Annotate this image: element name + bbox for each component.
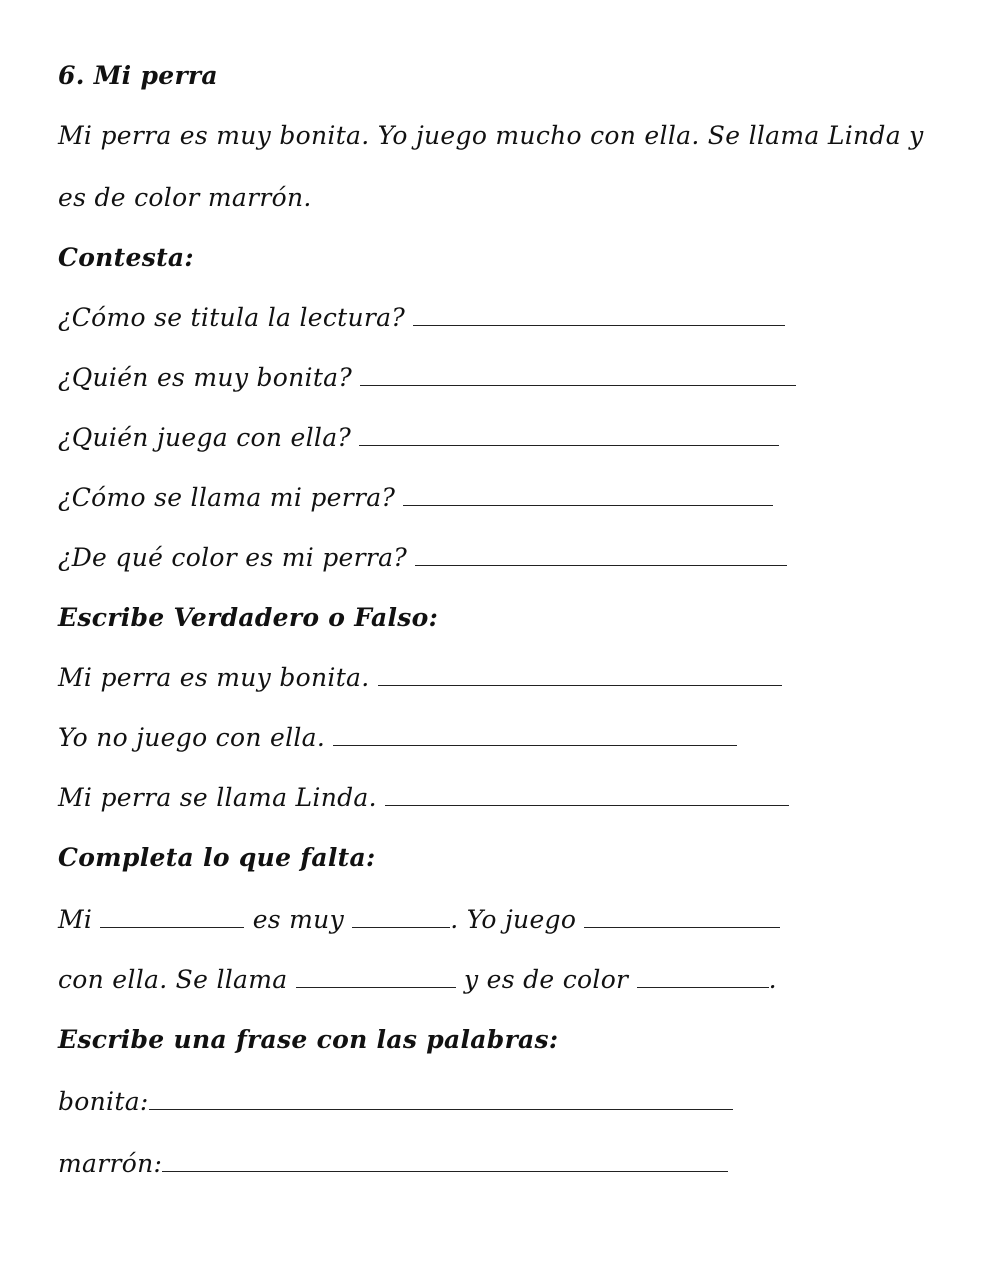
completa-text: .: [768, 965, 777, 994]
answer-blank[interactable]: [415, 545, 787, 566]
answer-blank[interactable]: [403, 485, 773, 506]
frase-word: marrón:: [58, 1149, 163, 1178]
statement-text: Mi perra es muy bonita.: [58, 663, 370, 692]
statement-text: Yo no juego con ella.: [58, 723, 326, 752]
section-heading-contesta: Contesta:: [58, 243, 194, 272]
fill-blank[interactable]: [352, 907, 450, 928]
question-row: [58, 362, 796, 394]
frase-row: [58, 1148, 728, 1180]
statement-row: [58, 722, 737, 754]
completa-text: es muy: [252, 905, 345, 934]
answer-blank[interactable]: [385, 785, 789, 806]
frase-word: bonita:: [58, 1087, 149, 1116]
question-row: [58, 302, 785, 334]
statement-text: Mi perra se llama Linda.: [58, 783, 377, 812]
answer-blank[interactable]: [149, 1089, 733, 1110]
question-text: ¿Cómo se titula la lectura?: [58, 303, 406, 332]
frase-row: [58, 1086, 733, 1118]
reading-line-1: Mi perra es muy bonita. Yo juego mucho con ella. Se llama Linda y: [58, 121, 924, 150]
completa-text: con ella. Se llama: [58, 965, 288, 994]
completa-line-1: [58, 904, 780, 936]
fill-blank[interactable]: [637, 967, 769, 988]
worksheet-title: 6. Mi perra: [58, 61, 218, 90]
question-row: [58, 422, 779, 454]
question-row: [58, 542, 787, 574]
answer-blank[interactable]: [378, 665, 782, 686]
statement-row: [58, 782, 789, 814]
answer-blank[interactable]: [359, 425, 779, 446]
question-text: ¿Quién es muy bonita?: [58, 363, 353, 392]
section-heading-frase: Escribe una frase con las palabras:: [58, 1025, 559, 1054]
answer-blank[interactable]: [413, 305, 785, 326]
answer-blank[interactable]: [162, 1151, 728, 1172]
completa-text: Mi: [58, 905, 93, 934]
reading-line-2: es de color marrón.: [58, 183, 312, 212]
completa-line-2: [58, 964, 777, 996]
question-row: [58, 482, 773, 514]
section-heading-completa: Completa lo que falta:: [58, 843, 376, 872]
section-heading-vf: Escribe Verdadero o Falso:: [58, 603, 439, 632]
answer-blank[interactable]: [333, 725, 737, 746]
question-text: ¿De qué color es mi perra?: [58, 543, 408, 572]
question-text: ¿Cómo se llama mi perra?: [58, 483, 396, 512]
fill-blank[interactable]: [100, 907, 244, 928]
question-text: ¿Quién juega con ella?: [58, 423, 352, 452]
completa-text: . Yo juego: [450, 905, 577, 934]
fill-blank[interactable]: [584, 907, 780, 928]
answer-blank[interactable]: [360, 365, 796, 386]
statement-row: [58, 662, 782, 694]
fill-blank[interactable]: [296, 967, 456, 988]
completa-text: y es de color: [463, 965, 629, 994]
